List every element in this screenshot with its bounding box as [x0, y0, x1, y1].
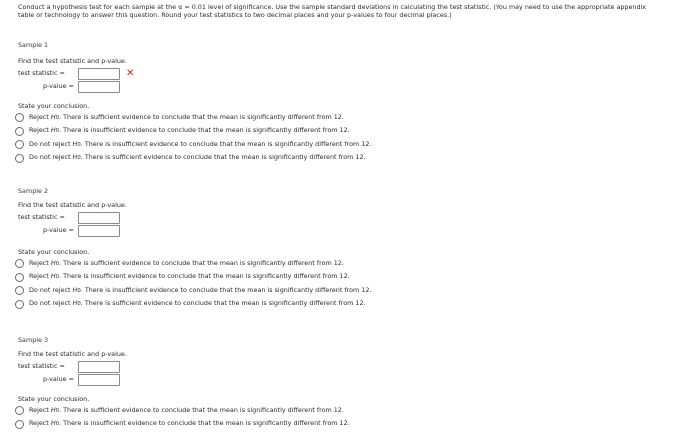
sample-2-option-1[interactable]: Reject H 0 . There is sufficient evidence to conclude that the mean is significantly different from 12. — [15, 257, 578, 271]
sample-3-option-2[interactable]: Reject H 0 . There is insufficient evidence to conclude that the mean is significantly different from 12. — [15, 418, 578, 432]
radio-button[interactable] — [15, 286, 24, 295]
sample-2-test-statistic-row — [18, 211, 578, 224]
option-text: There is insufficient evidence to conclude that the mean is significantly different from 12. — [63, 272, 350, 281]
sample-2-conclusion-prompt: State your conclusion. — [18, 248, 90, 257]
option-prefix: Reject H — [29, 272, 56, 281]
radio-button[interactable] — [15, 273, 24, 282]
option-text: There is insufficient evidence to conclude that the mean is significantly different from 12. — [63, 126, 350, 135]
sample-2-find-prompt: Find the test statistic and p-value. — [18, 200, 127, 209]
sample-2-options — [18, 257, 578, 311]
sample-1-conclusion-prompt: State your conclusion. — [18, 102, 90, 111]
option-text: There is sufficient evidence to conclude that the mean is significantly different from 12. — [84, 299, 366, 308]
option-prefix: Reject H — [29, 419, 56, 428]
instructions — [18, 4, 698, 19]
sample-1-section — [18, 42, 578, 165]
option-prefix: Do not reject H — [29, 139, 78, 148]
sample-3-p-value-input[interactable] — [78, 374, 120, 386]
sample-2-option-2[interactable]: Reject H 0 . There is insufficient evidence to conclude that the mean is significantly different from 12. — [15, 271, 578, 285]
radio-button[interactable] — [15, 406, 24, 415]
radio-button[interactable] — [15, 259, 24, 268]
sample-3-p-value-row — [18, 373, 578, 386]
sample-1-option-4[interactable]: Do not reject H 0 . There is sufficient evidence to conclude that the mean is significantly different from 12. — [15, 152, 578, 166]
radio-button[interactable] — [15, 127, 24, 136]
radio-button[interactable] — [15, 140, 24, 149]
option-prefix: Reject H — [29, 405, 56, 414]
sample-2-p-value-row — [18, 224, 578, 237]
instructions-line-1: Conduct a hypothesis test for each sample at the α = 0.01 level of significance. Use the sample standard deviations in calculating the test statistic. (You may need to use the appropriate appendix — [18, 3, 647, 11]
sample-2-test-statistic-label: test statistic = — [18, 213, 65, 222]
sample-3-p-value-label: p-value = — [42, 375, 74, 384]
option-prefix: Reject H — [29, 258, 56, 267]
sample-1-p-value-input[interactable] — [78, 81, 120, 93]
sample-3-test-statistic-label: test statistic = — [18, 362, 65, 371]
option-text: There is sufficient evidence to conclude that the mean is significantly different from 12. — [63, 258, 344, 267]
sample-1-option-2[interactable]: Reject H 0 . There is insufficient evidence to conclude that the mean is significantly different from 12. — [15, 125, 578, 139]
instructions-line-2: table or technology to answer this question. Round your test statistics to two decimal places and your p-values to four decimal places.) — [18, 10, 452, 19]
sample-2-p-value-input[interactable] — [78, 225, 120, 237]
radio-button[interactable] — [15, 300, 24, 309]
sample-2-option-4[interactable]: Do not reject H 0 . There is sufficient evidence to conclude that the mean is significantly different from 12. — [15, 298, 578, 312]
option-text: There is sufficient evidence to conclude that the mean is significantly different from 12. — [84, 153, 366, 162]
sample-1-option-1[interactable]: Reject H 0 . There is sufficient evidence to conclude that the mean is significantly different from 12. — [15, 111, 578, 125]
sample-1-test-statistic-input[interactable] — [78, 68, 120, 80]
sample-1-option-3[interactable]: Do not reject H 0 . There is insufficient evidence to conclude that the mean is significantly different from 12. — [15, 138, 578, 152]
sample-3-test-statistic-row — [18, 360, 578, 373]
sample-2-p-value-label: p-value = — [42, 226, 74, 235]
sample-1-find-prompt: Find the test statistic and p-value. — [18, 56, 127, 65]
radio-button[interactable] — [15, 420, 24, 429]
sample-1-title: Sample 1 — [18, 41, 49, 49]
sample-2-title: Sample 2 — [18, 187, 49, 195]
sample-1-p-value-label: p-value = — [42, 82, 74, 91]
option-prefix: Reject H — [29, 112, 56, 121]
option-prefix: Do not reject H — [29, 153, 78, 162]
sample-3-title: Sample 3 — [18, 336, 49, 344]
sample-3-options — [18, 404, 578, 431]
radio-button[interactable] — [15, 113, 24, 122]
sample-3-conclusion-prompt: State your conclusion. — [18, 395, 90, 404]
sample-3-find-prompt: Find the test statistic and p-value. — [18, 349, 127, 358]
sample-3-test-statistic-input[interactable] — [78, 361, 120, 373]
sample-2-section — [18, 188, 578, 311]
option-text: There is insufficient evidence to conclude that the mean is significantly different from 12. — [84, 139, 372, 148]
sample-2-test-statistic-input[interactable] — [78, 212, 120, 224]
option-text: There is insufficient evidence to conclude that the mean is significantly different from 12. — [63, 419, 350, 428]
option-prefix: Reject H — [29, 126, 56, 135]
x-mark-icon: ✕ — [126, 67, 135, 79]
sample-1-options — [18, 111, 578, 165]
sample-1-test-statistic-label: test statistic = — [18, 69, 65, 78]
sample-1-test-statistic-row — [18, 67, 578, 80]
option-text: There is sufficient evidence to conclude that the mean is significantly different from 12. — [63, 405, 344, 414]
sample-1-p-value-row — [18, 80, 578, 93]
option-prefix: Do not reject H — [29, 299, 78, 308]
sample-3-section — [18, 337, 578, 431]
radio-button[interactable] — [15, 154, 24, 163]
sample-2-option-3[interactable]: Do not reject H 0 . There is insufficient evidence to conclude that the mean is significantly different from 12. — [15, 284, 578, 298]
option-text: There is sufficient evidence to conclude that the mean is significantly different from 12. — [63, 112, 344, 121]
sample-3-option-1[interactable]: Reject H 0 . There is sufficient evidence to conclude that the mean is significantly different from 12. — [15, 404, 578, 418]
option-prefix: Do not reject H — [29, 285, 78, 294]
option-text: There is insufficient evidence to conclude that the mean is significantly different from 12. — [84, 285, 372, 294]
